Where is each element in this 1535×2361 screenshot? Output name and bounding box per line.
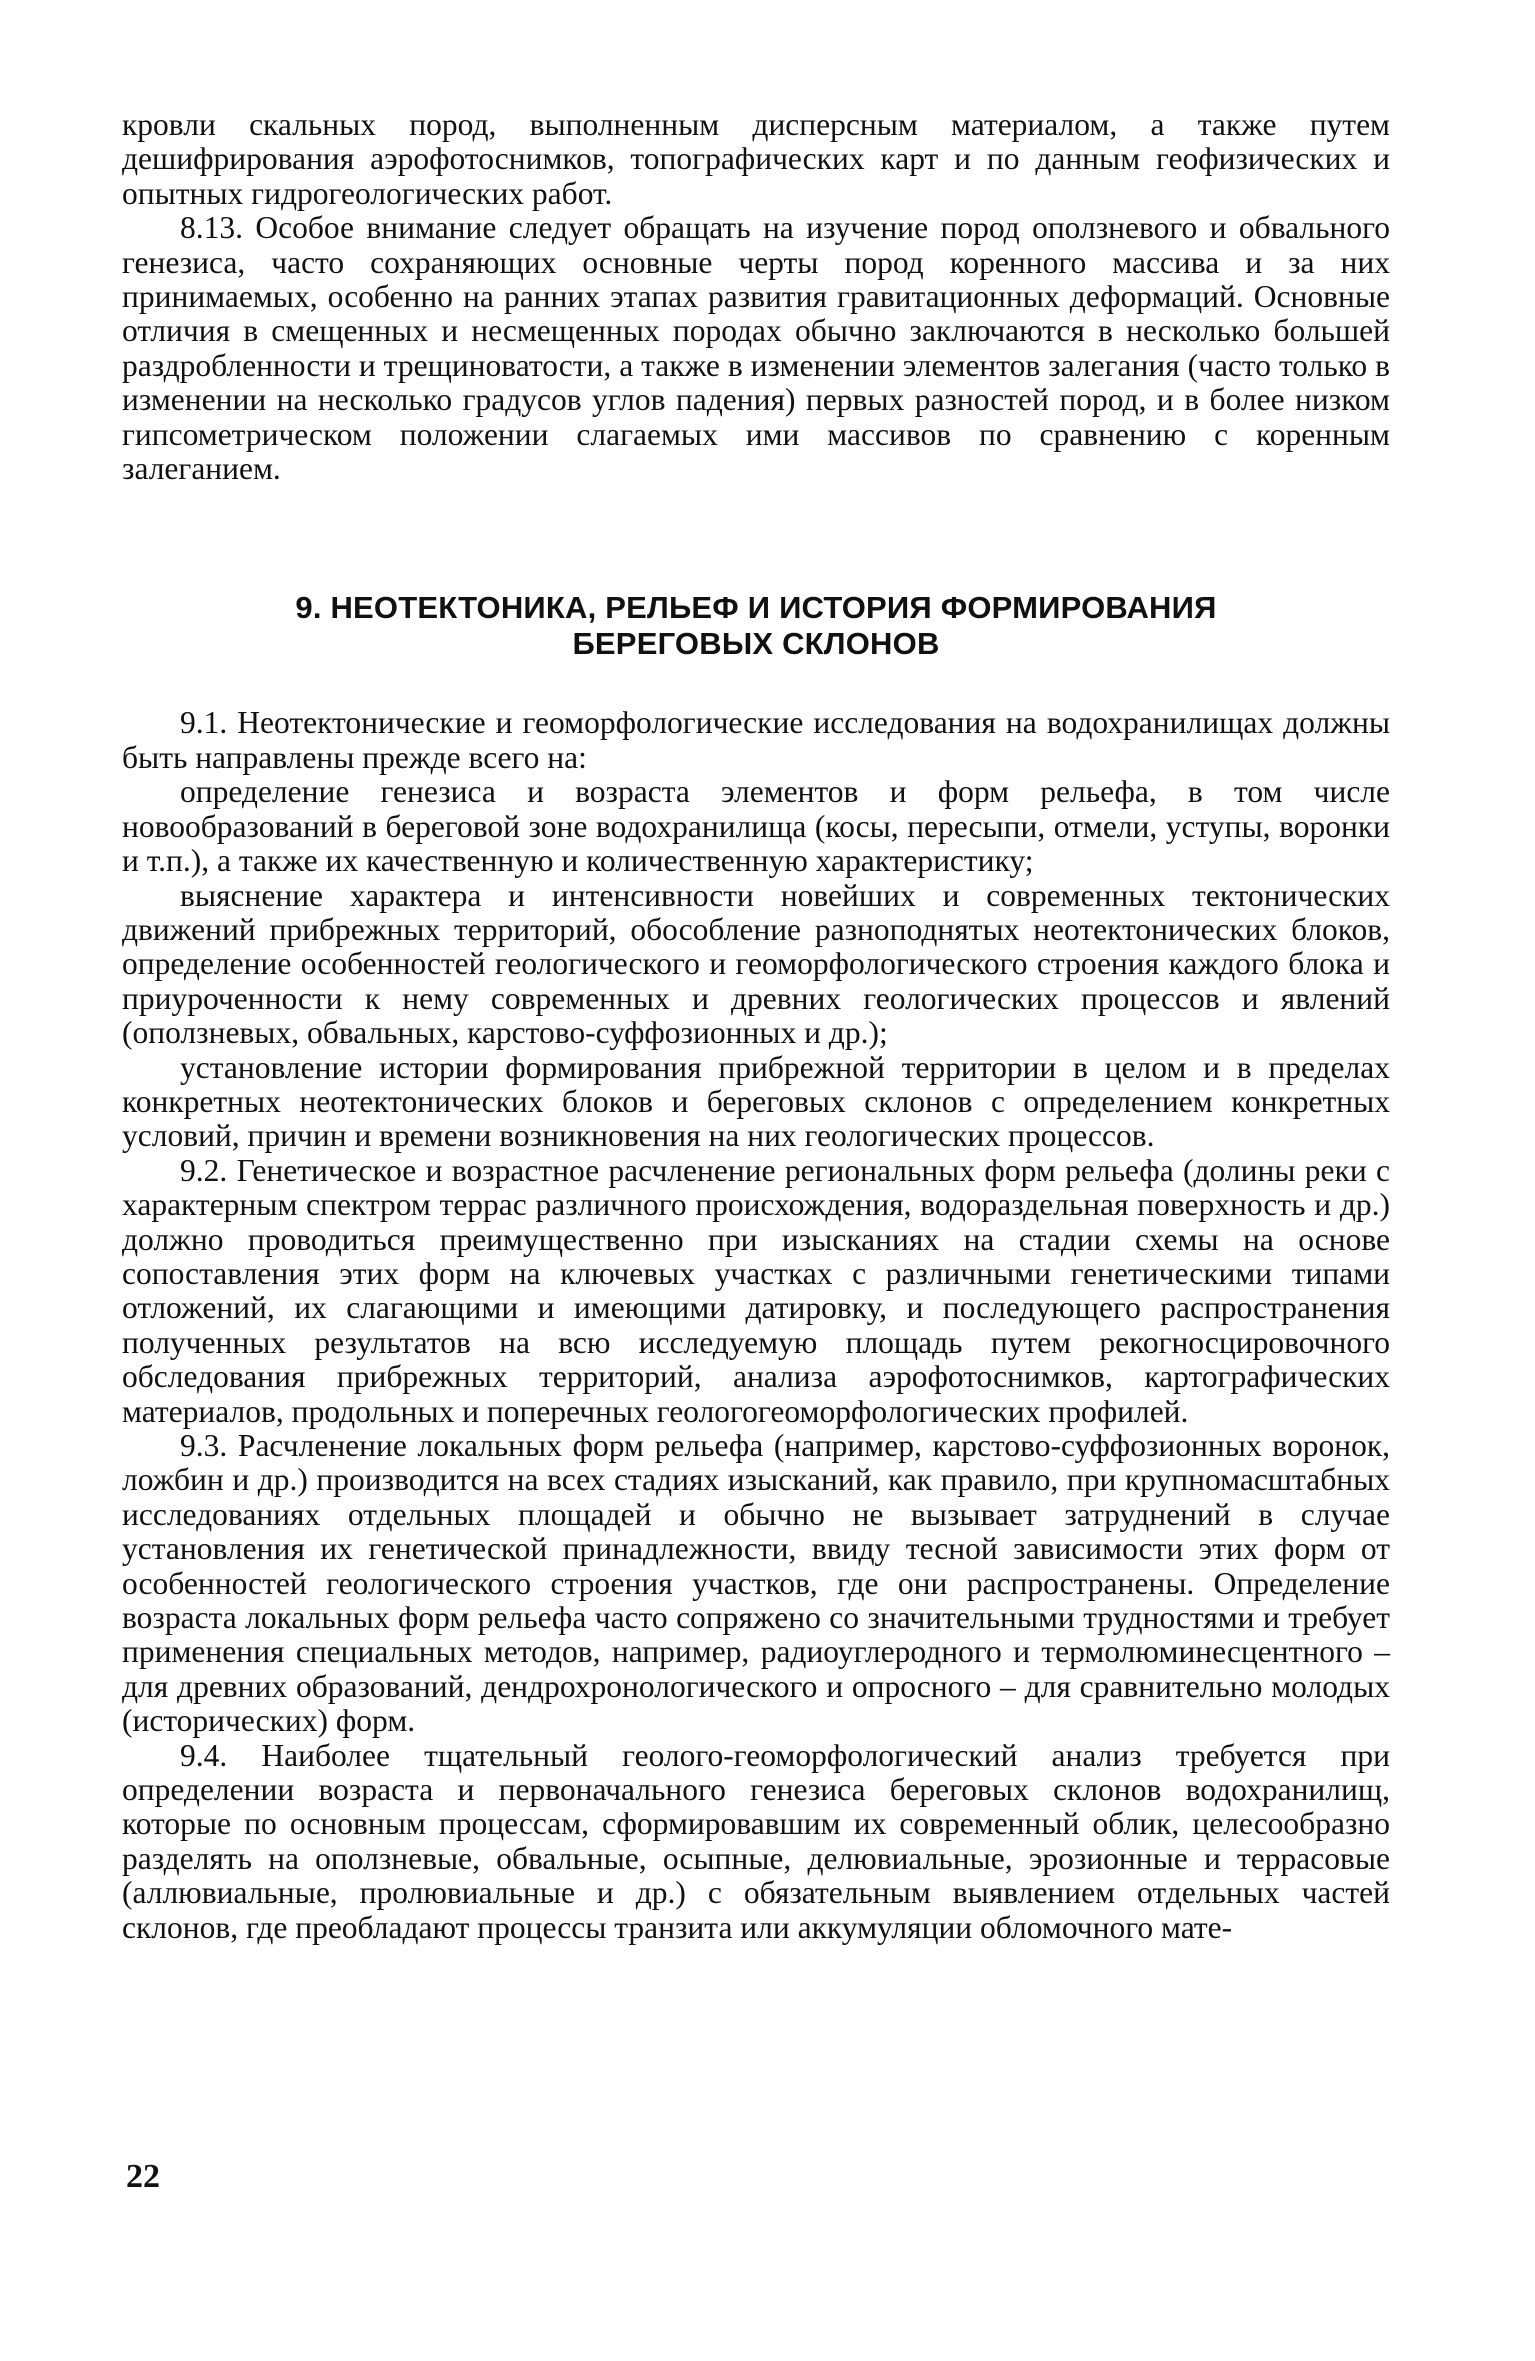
document-page [122,108,1390,1945]
list-item-clarification: выяснение характера и интенсивности новейших и современных тектонических движений прибрежных территорий, обособление разноподнятых неотектонических блоков, определение особенностей геологического и геоморфологического строения каждого блока и приуроченности к нему современных и древних геологических процессов и явлений (оползневых, обвальных, карстово-суффозионных и др.); [122,877,1390,1051]
paragraph-9-3: 9.3. Расчленение локальных форм рельефа (например, карстово-суффозионных воронок, ложбин и др.) производится на всех стадиях изысканий, как правило, при крупномасштабных исследованиях отдельных площадей и обычно не вызывает затруднений в случае установления их генетической принадлежности, ввиду тесной зависимости этих форм от особенностей геологического строения участков, где они распространены. Определение возраста локальных форм рельефа часто сопряжено со значительными трудностями и требует применения специальных методов, например, радиоуглеродного и термолюминесцентного – для древних образований, дендрохронологического и опросного – для сравнительно молодых (исторических) форм. [122,1428,1390,1739]
paragraph-8-13: 8.13. Особое внимание следует обращать на изучение пород оползневого и обвального генезиса, часто сохраняющих основные черты пород коренного массива и за них принимаемых, особенно на ранних этапах развития гравитационных деформаций. Основные отличия в смещенных и несмещенных породах обычно заключаются в несколько большей раздробленности и трещиноватости, а также в изменении элементов залегания (часто только в изменении на несколько градусов углов падения) первых разностей пород, и в более низком гипсометрическом положении слагаемых ими массивов по сравнению с коренным залеганием. [122,210,1390,487]
paragraph-9-1: 9.1. Неотектонические и геоморфологические исследования на водохранилищах должны быть направлены прежде всего на: [122,705,1390,775]
list-item-definition: определение генезиса и возраста элементов и форм рельефа, в том числе новообразований в береговой зоне водохранилища (косы, пересыпи, отмели, уступы, воронки и т.п.), а также их качественную и количественную характеристику; [122,774,1390,879]
paragraph-continuation: кровли скальных пород, выполненным дисперсным материалом, а также путем дешифрирования аэрофотоснимков, топографических карт и по данным геофизических и опытных гидрогеологических работ. [122,107,1390,211]
section-title-line-2: БЕРЕГОВЫХ СКЛОНОВ [572,626,940,662]
paragraph-9-2: 9.2. Генетическое и возрастное расчленение региональных форм рельефа (долины реки с характерным спектром террас различного происхождения, водораздельная поверхность и др.) должно проводиться преимущественно при изысканиях на стадии схемы на основе сопоставления этих форм на ключевых участках с различными генетическими типами отложений, их слагающими и имеющими датировку, и последующего распространения полученных результатов на всю исследуемую площадь путем рекогносцировочного обследования прибрежных территорий, анализа аэрофотоснимков, картографических материалов, продольных и поперечных геологогеоморфологических профилей. [122,1152,1390,1429]
page-number: 22 [126,2158,160,2195]
list-item-history: установление истории формирования прибрежной территории в целом и в пределах конкретных неотектонических блоков и береговых склонов с определением конкретных условий, причин и времени возникновения на них геологических процессов. [122,1049,1390,1154]
section-title-line-1: 9. НЕОТЕКТОНИКА, РЕЛЬЕФ И ИСТОРИЯ ФОРМИРОВАНИЯ [295,590,1217,626]
section-title [122,590,1390,662]
paragraph-9-4: 9.4. Наиболее тщательный геолого-геоморфологический анализ требуется при определении возраста и первоначального генезиса береговых склонов водохранилищ, которые по основным процессам, сформировавшим их современный облик, целесообразно разделять на оползневые, обвальные, осыпные, делювиальные, эрозионные и террасовые (аллювиальные, пролювиальные и др.) с обязательным выявлением отдельных частей склонов, где преобладают процессы транзита или аккумуляции обломочного мате- [122,1737,1390,1945]
